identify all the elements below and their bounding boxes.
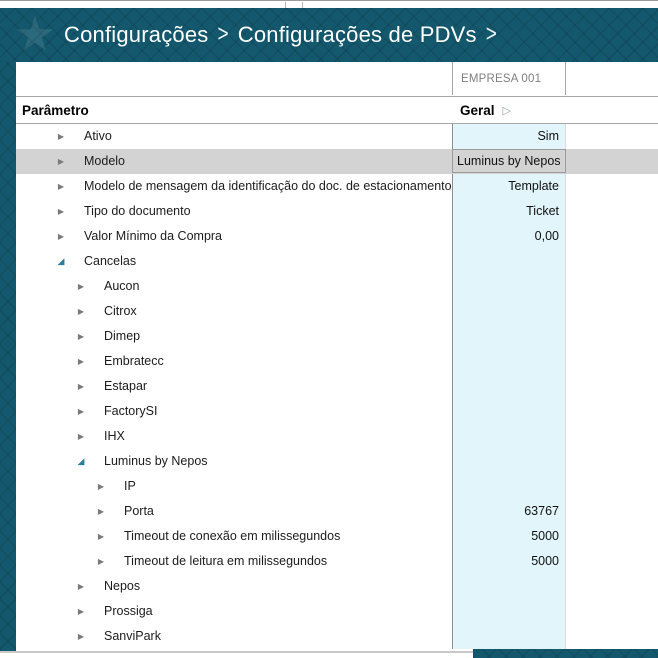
parameter-label: Tipo do documento <box>84 204 191 218</box>
tree-row[interactable] <box>16 524 658 549</box>
expand-node-icon[interactable]: ▶ <box>77 632 85 641</box>
tree-row[interactable] <box>16 599 658 624</box>
tree-row[interactable] <box>16 374 658 399</box>
tree-row[interactable] <box>16 149 658 174</box>
expand-node-icon[interactable]: ▶ <box>57 207 65 216</box>
parameter-label: Embratecc <box>104 354 164 368</box>
parameter-label: Ativo <box>84 129 112 143</box>
parameter-label: Porta <box>124 504 154 518</box>
footer-bar <box>473 649 658 658</box>
star-icon <box>16 16 54 54</box>
parameter-label: SanviPark <box>104 629 161 643</box>
tree-row[interactable] <box>16 174 658 199</box>
left-edge-strip <box>0 62 16 651</box>
parameter-label: IP <box>124 479 136 493</box>
expand-node-icon[interactable]: ▶ <box>57 157 65 166</box>
expand-node-icon[interactable]: ▶ <box>77 582 85 591</box>
grid-column-headers <box>16 97 658 124</box>
expand-node-icon[interactable]: ▶ <box>77 282 85 291</box>
geral-group-header[interactable] <box>460 97 511 123</box>
tree-row[interactable] <box>16 624 658 649</box>
expand-node-icon[interactable]: ▶ <box>57 182 65 191</box>
tree-row[interactable] <box>16 199 658 224</box>
collapse-node-icon[interactable]: ◢ <box>77 456 85 466</box>
breadcrumb-configuracoes[interactable]: Configurações <box>64 22 209 47</box>
tree-row[interactable] <box>16 249 658 274</box>
tree-row[interactable] <box>16 574 658 599</box>
tree-row[interactable] <box>16 449 658 474</box>
tree-row[interactable] <box>16 399 658 424</box>
value-cell[interactable]: Ticket <box>526 204 559 218</box>
parameter-label: Cancelas <box>84 254 137 268</box>
expand-node-icon[interactable]: ▶ <box>57 232 65 241</box>
expand-node-icon[interactable]: ▶ <box>97 507 105 516</box>
tree-row[interactable] <box>16 499 658 524</box>
expand-node-icon[interactable]: ▶ <box>97 557 105 566</box>
expand-node-icon[interactable]: ▶ <box>97 532 105 541</box>
parameter-label: Nepos <box>104 579 141 593</box>
tree-row[interactable] <box>16 474 658 499</box>
parameter-label: Aucon <box>104 279 140 293</box>
breadcrumb <box>64 8 506 62</box>
company-header-row <box>16 62 658 97</box>
parameter-label: Modelo <box>84 154 125 168</box>
value-cell[interactable]: Sim <box>537 129 559 143</box>
tree-row[interactable] <box>16 424 658 449</box>
parameter-label: Citrox <box>104 304 137 318</box>
expand-node-icon[interactable]: ▶ <box>77 332 85 341</box>
tree-row[interactable] <box>16 549 658 574</box>
value-cell[interactable]: 63767 <box>524 504 559 518</box>
geral-group-label: Geral <box>460 102 495 118</box>
expand-node-icon[interactable]: ▶ <box>77 607 85 616</box>
expand-node-icon[interactable]: ▶ <box>97 482 105 491</box>
group-expand-icon[interactable]: ▷ <box>502 104 511 117</box>
tree-row[interactable] <box>16 274 658 299</box>
tree-row[interactable] <box>16 349 658 374</box>
parameter-label: FactorySI <box>104 404 158 418</box>
breadcrumb-configuracoes-de-pdvs[interactable]: Configurações de PDVs <box>237 22 477 47</box>
parameter-label: Timeout de conexão em milissegundos <box>124 529 341 543</box>
parameter-label: Timeout de leitura em milissegundos <box>124 554 328 568</box>
value-cell[interactable]: 5000 <box>531 554 559 568</box>
parameter-label: Prossiga <box>104 604 153 618</box>
parameter-tree-rows <box>16 124 658 649</box>
value-cell[interactable]: 0,00 <box>534 229 559 243</box>
tree-row[interactable] <box>16 299 658 324</box>
expand-node-icon[interactable]: ▶ <box>77 407 85 416</box>
tree-row[interactable] <box>16 224 658 249</box>
parameter-label: IHX <box>104 429 125 443</box>
expand-node-icon[interactable]: ▶ <box>77 382 85 391</box>
value-cell[interactable]: Template <box>508 179 559 193</box>
value-cell[interactable]: 5000 <box>531 529 559 543</box>
expand-node-icon[interactable]: ▶ <box>77 432 85 441</box>
selected-value-cell[interactable]: Luminus by Nepos <box>452 149 566 173</box>
parameter-label: Dimep <box>104 329 141 343</box>
parameters-grid <box>16 62 658 651</box>
chevron-right-icon: > <box>485 21 498 48</box>
chevron-right-icon: > <box>217 21 229 48</box>
collapse-node-icon[interactable]: ◢ <box>57 256 65 266</box>
expand-node-icon[interactable]: ▶ <box>57 132 65 141</box>
company-column-header[interactable]: EMPRESA 001 <box>452 62 566 95</box>
expand-node-icon[interactable]: ▶ <box>77 357 85 366</box>
parameter-label: Valor Mínimo da Compra <box>84 229 223 243</box>
expand-node-icon[interactable]: ▶ <box>77 307 85 316</box>
parameter-label: Estapar <box>104 379 148 393</box>
parameter-label: Luminus by Nepos <box>104 454 208 468</box>
parameter-label: Modelo de mensagem da identificação do doc. de estacionamento <box>84 179 452 193</box>
app-header-bar <box>0 8 658 62</box>
tree-row[interactable] <box>16 324 658 349</box>
parameter-column-header: Parâmetro <box>22 102 89 118</box>
tree-row[interactable] <box>16 124 658 149</box>
